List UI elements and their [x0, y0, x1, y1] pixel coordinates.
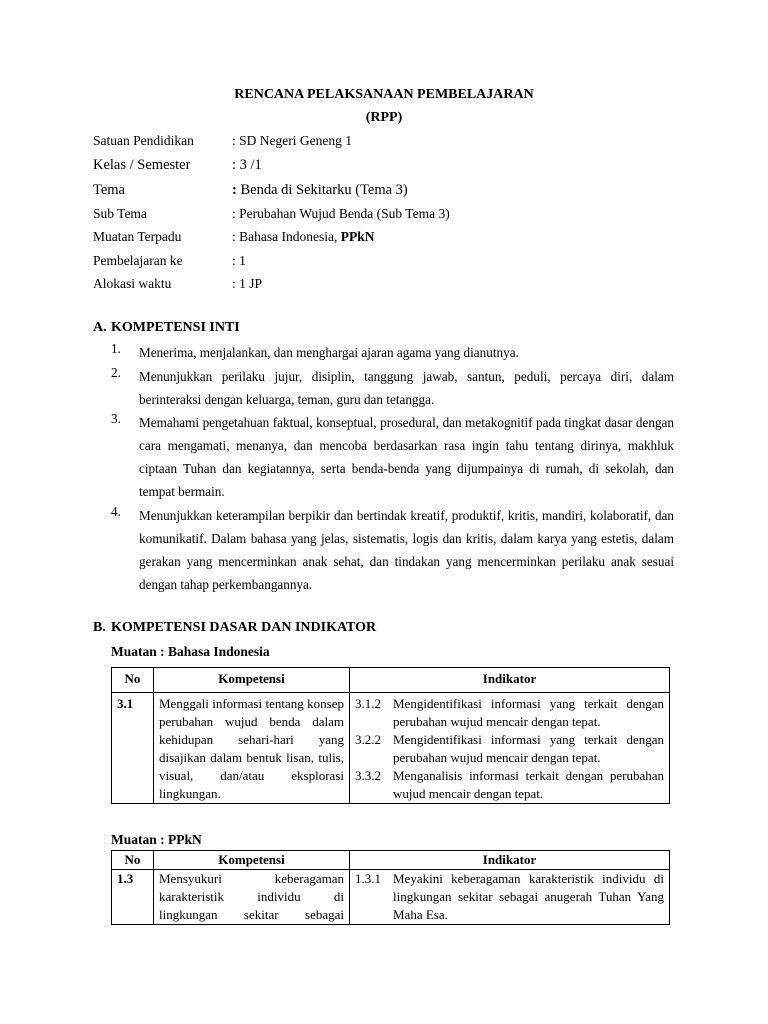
identity-value: : 1 — [232, 253, 246, 268]
identity-label: Pembelajaran ke — [93, 253, 183, 268]
cell-kompetensi: Menggali informasi tentang konsep perubahan wujud benda dalam kehidupan sehari-hari yang disajikan dalam bentuk lisan, tulis, visual, dan/atau eksplorasi lingkungan. — [154, 693, 350, 804]
column-header-no: No — [112, 851, 154, 870]
indikator-text: Menganalisis informasi terkait dengan perubahan wujud mencair dengan tepat. — [393, 768, 664, 801]
section-title: KOMPETENSI DASAR DAN INDIKATOR — [111, 620, 377, 635]
indikator-code: 1.3.1 — [355, 871, 381, 886]
muatan-label-bahasa-indonesia: Muatan : Bahasa Indonesia — [111, 644, 270, 659]
identity-row-satuan — [93, 131, 693, 151]
list-item — [111, 504, 674, 596]
identity-row-subtema — [93, 204, 693, 224]
cell-no: 3.1 — [112, 693, 154, 804]
column-header-indikator: Indikator — [350, 668, 670, 693]
indikator-text: Mengidentifikasi informasi yang terkait dengan perubahan wujud mencair dengan tepat. — [393, 732, 664, 765]
identity-value — [232, 180, 408, 200]
identity-label: Satuan Pendidikan — [93, 133, 194, 148]
column-header-no: No — [112, 668, 154, 693]
cell-indikator — [350, 693, 670, 804]
identity-value: : SD Negeri Geneng 1 — [232, 133, 352, 148]
document-title: RENCANA PELAKSANAAN PEMBELAJARAN — [234, 87, 534, 102]
identity-row-alokasi — [93, 274, 693, 294]
kd-table-ppkn — [111, 850, 670, 925]
identity-label: Tema — [93, 182, 125, 198]
list-item-number: 1. — [111, 341, 121, 356]
identity-row-kelas — [93, 155, 693, 175]
table-row — [112, 693, 670, 804]
cell-kompetensi: Mensyukuri keberagaman karakteristik individu di lingkungan sekitar sebagai — [154, 870, 350, 925]
section-letter: A. — [93, 320, 107, 335]
list-item-number: 3. — [111, 411, 121, 426]
muatan-label-ppkn: Muatan : PPkN — [111, 832, 202, 847]
table-header-row — [112, 851, 670, 870]
table-row — [112, 870, 670, 925]
indikator-item — [355, 731, 664, 767]
identity-value: : 1 JP — [232, 276, 263, 291]
identity-value: : Perubahan Wujud Benda (Sub Tema 3) — [232, 206, 450, 221]
list-item-number: 2. — [111, 365, 121, 380]
identity-label: Alokasi waktu — [93, 276, 172, 291]
column-header-kompetensi: Kompetensi — [154, 851, 350, 870]
list-item-text: Menunjukkan keterampilan berpikir dan bertindak kreatif, produktif, kritis, mandiri, kolaboratif, dan komunikatif. Dalam bahasa yang jelas, sistematis, logis dan kritis, dalam karya yang estetis, dalam gerakan yang mencerminkan anak sehat, dan tindakan yang mencerminkan perilaku anak sesuai dengan tahap perkembangannya. — [139, 508, 674, 592]
indikator-item — [355, 870, 664, 924]
indikator-code: 3.3.2 — [355, 768, 381, 783]
identity-value-bold: PPkN — [340, 229, 375, 244]
column-header-kompetensi: Kompetensi — [154, 668, 350, 693]
indikator-text: Meyakini keberagaman karakteristik individu di lingkungan sekitar sebagai anugerah Tuhan Yang Maha Esa. — [393, 871, 664, 922]
list-item-number: 4. — [111, 504, 121, 519]
identity-row-tema — [93, 180, 693, 200]
column-header-indikator: Indikator — [350, 851, 670, 870]
identity-label: Kelas / Semester — [93, 157, 191, 173]
indikator-item — [355, 695, 664, 731]
identity-value-text: : Bahasa Indonesia, — [232, 229, 341, 244]
section-title: KOMPETENSI INTI — [111, 320, 240, 335]
list-item — [111, 341, 674, 364]
list-item-text: Menunjukkan perilaku jujur, disiplin, tanggung jawab, santun, peduli, percaya diri, dalam berinteraksi dengan keluarga, teman, guru dan tetangga. — [139, 369, 674, 407]
indikator-text: Mengidentifikasi informasi yang terkait dengan perubahan wujud mencair dengan tepat. — [393, 696, 664, 729]
list-item-text: Memahami pengetahuan faktual, konseptual, prosedural, dan metakognitif pada tingkat dasar dengan cara mengamati, menanya, dan mencoba berdasarkan rasa ingin tahu tentang dirinya, makhluk ciptaan Tuhan dan kegiatannya, serta benda-benda yang dijumpainya di rumah, di sekolah, dan tempat bermain. — [139, 415, 674, 499]
kd-table-bahasa-indonesia — [111, 667, 670, 804]
list-item — [111, 411, 674, 503]
identity-value: : 3 /1 — [232, 157, 262, 173]
identity-label: Muatan Terpadu — [93, 229, 182, 244]
document-subtitle: (RPP) — [365, 110, 403, 125]
list-item-text: Menerima, menjalankan, dan menghargai ajaran agama yang dianutnya. — [139, 345, 519, 360]
cell-indikator — [350, 870, 670, 925]
identity-value-colon: : — [232, 182, 241, 198]
identity-row-pembelajaran — [93, 251, 693, 271]
section-heading-kompetensi-inti — [93, 320, 240, 336]
identity-value — [232, 227, 374, 247]
indikator-code: 3.1.2 — [355, 696, 381, 711]
identity-label: Sub Tema — [93, 206, 147, 221]
table-header-row — [112, 668, 670, 693]
list-item — [111, 365, 674, 411]
indikator-item — [355, 767, 664, 803]
section-heading-kompetensi-dasar — [93, 620, 376, 636]
indikator-code: 3.2.2 — [355, 732, 381, 747]
cell-no: 1.3 — [112, 870, 154, 925]
identity-value-text: Benda di Sekitarku (Tema 3) — [240, 182, 408, 198]
identity-row-muatan — [93, 227, 693, 247]
section-letter: B. — [93, 620, 106, 635]
